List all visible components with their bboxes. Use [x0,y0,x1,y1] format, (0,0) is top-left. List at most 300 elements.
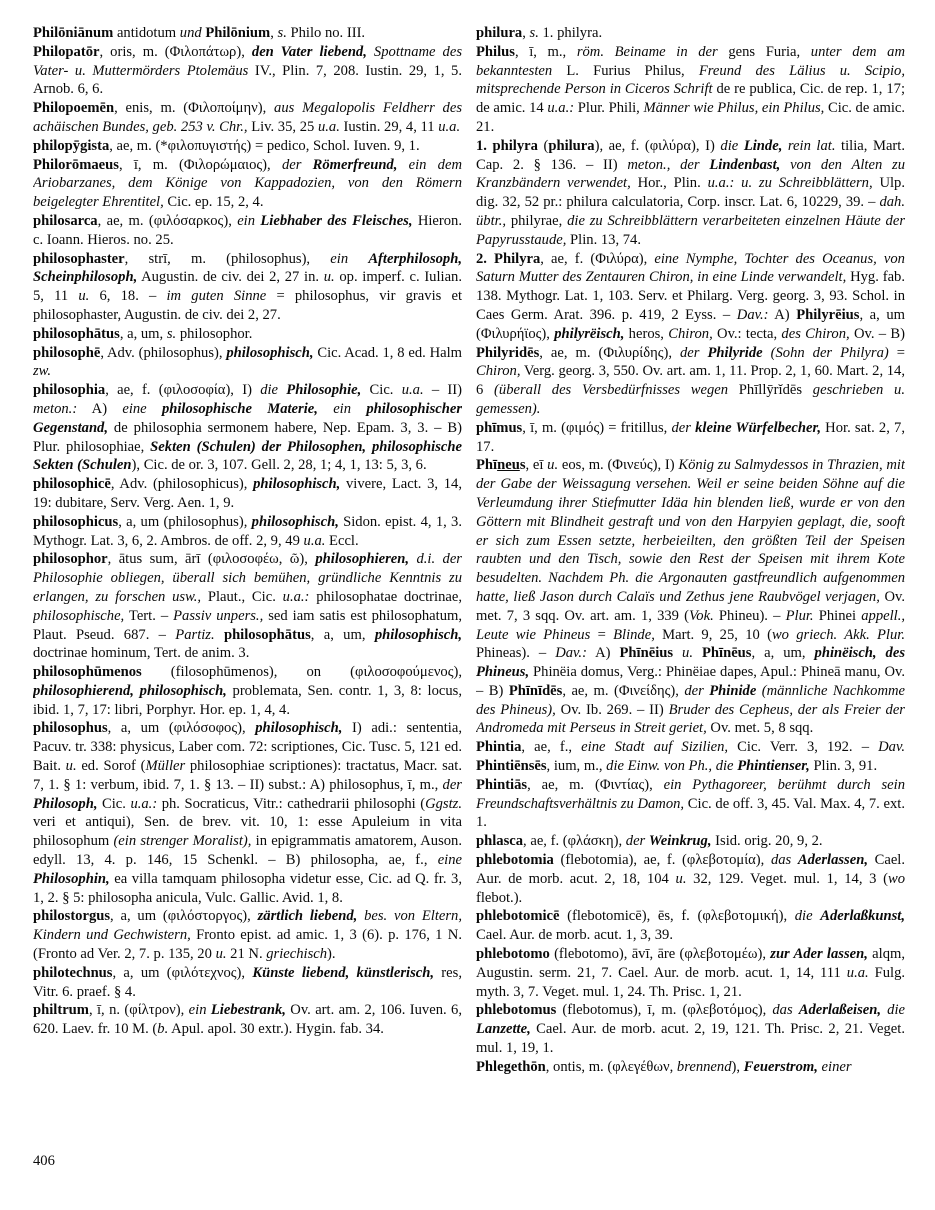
entry-segment: (überall des Versbedürfnisses wegen [494,382,729,399]
entry-segment: vivere, Lact. 3, 14, 19: dubitare, Serv. Verg. Aen. 1, 9. [33,476,462,511]
entry-headword: Philopatōr [33,43,100,60]
entry-segment: Isid. orig. 20, 9, 2. [711,833,823,850]
dictionary-entry [33,325,462,344]
entry-segment: Phineas). – [476,645,556,662]
entry-segment: philosophisch, [255,720,343,737]
entry-segment: philura [548,137,595,154]
entry-segment: ein [330,250,349,267]
entry-segment: , strī, m. (philosophus), [124,250,331,267]
entry-segment: Philosophie, [286,382,362,399]
entry-segment: res, Vitr. 6. praef. § 4. [33,964,462,1000]
entry-segment: , ī, n. (φίλτρον), [88,1002,189,1019]
entry-segment: flebot.). [476,889,523,906]
entry-segment: Ov.: tecta, [712,325,782,342]
entry-segment: Phineu). – [713,607,786,624]
entry-segment: Cael. Aur. de morb. acut. 2, 18, 104 [476,852,905,887]
entry-segment: Müller [145,758,186,775]
entry-segment: zärtlich liebend, [257,908,358,925]
entry-segment: ). [327,946,336,963]
dictionary-entry [476,851,905,907]
entry-headword: Phlegethōn [476,1058,546,1075]
entry-headword: Phī [476,457,498,474]
entry-segment: , enis, m. (Φιλοποίμην), [114,100,275,117]
entry-segment: s. [277,25,287,41]
entry-segment: Phinëia domus, Verg.: Phinëiae dapes, Apul.: Phineā manu, Ov. – B) [476,664,905,699]
entry-segment: Dav.: [555,645,587,662]
dictionary-entry [476,832,905,851]
entry-segment: s. [166,325,177,342]
entry-segment: Feuerstrom, [743,1058,818,1075]
entry-segment [700,157,710,173]
entry-segment: antidotum [113,25,180,41]
dictionary-entry [33,550,462,663]
entry-segment: Aderlaßkunst, [820,908,905,925]
entry-segment: Phīnīdēs [508,682,563,699]
entry-segment: das [770,852,792,869]
entry-segment: Iustin. 29, 4, 11 [339,118,439,135]
entry-segment: , a, um (φιλόσοφος), [107,720,256,737]
entry-segment: (männliche Nachkomme des Phineus), [476,682,905,718]
entry-segment: heros, [624,325,669,342]
page-number: 406 [33,1153,55,1169]
entry-segment: zw. [33,363,51,380]
entry-segment: de philosophia sermonem habere, Nep. Epam. 3, 3. – B) Plur. philosophiae, [33,419,462,455]
entry-segment: Liebestrank, [210,1002,286,1019]
entry-segment: ein [333,400,352,417]
entry-segment: Ov. Ib. 269. – II) [555,701,669,718]
entry-segment: philosophisch, [251,513,339,530]
entry-segment: Ov. met. 7, 3 sqq. Ov. art. am. 1, 339 ( [476,588,905,624]
entry-segment: das [772,1002,793,1019]
entry-segment: op. imperf. c. Iulian. 5, 11 [33,269,462,305]
entry-segment: I) adi.: sententia, Pacuv. tr. 338: physicus, Laber com. 72: scriptiones, Cic. Tusc. 5, 121 ed. Bait. [33,720,462,775]
entry-segment: , ī, m., [514,43,577,60]
entry-segment: Plaut., Cic. [201,588,283,605]
entry-segment: Augustin. de civ. dei 2, 27 in. [137,269,324,286]
entry-segment: Weinkrug, [648,833,712,850]
entry-segment: die [720,137,739,154]
entry-headword: philosophia [33,382,106,399]
entry-segment: Cic. ep. 15, 2, 4. [163,194,264,211]
entry-segment: , ī, m. (Φιλορώμαιος), [118,156,282,173]
entry-segment: = [590,626,614,643]
entry-segment: , a, um, [119,325,167,342]
dictionary-entry [33,964,462,1002]
entry-segment: u.a.: [282,588,310,605]
entry-segment: Philōnium [205,25,271,41]
entry-segment: u.a. [846,964,869,981]
entry-segment: s. [529,25,539,41]
entry-segment: (ein strenger Moralist), [113,833,252,850]
entry-segment: u. zu Schreibblättern, [741,175,873,192]
entry-headword: phlebotomicē [476,908,560,925]
entry-segment: Cael. Aur. de morb. acut. 1, 3, 39. [476,927,673,944]
entry-segment: unter dem am bekanntesten [476,43,905,79]
entry-segment: zur Ader lassen, [770,946,868,963]
entry-headword: Phintiās [476,776,528,793]
entry-segment: von den Alten zu Kranzbändern verwendet, [476,156,905,192]
dictionary-entry [33,513,462,551]
entry-segment: Tert. – [124,607,174,624]
entry-headword: philosophor [33,551,108,568]
entry-segment: (flebotomus), ī, m. (φλεβοτόμος), [556,1002,773,1019]
entry-headword: philosophicē [33,476,111,493]
entry-segment: , ontis, m. (φλεγέθων, [545,1058,677,1075]
entry-segment: eine [122,400,147,417]
dictionary-entry [476,907,905,945]
entry-segment: Vok. [689,607,714,624]
entry-segment: bes. von Eltern, Kindern und Gechwistern, [33,908,462,944]
entry-headword: Philus [476,43,515,60]
entry-segment: Philosophin, [33,870,110,887]
entry-segment [693,645,702,661]
entry-segment: , ae, m. (φιλόσαρκος), [97,212,238,229]
entry-segment: Dav. [878,739,905,756]
entry-headword: philtrum [33,1002,89,1019]
entry-segment: veri et antiqui), Sen. de brev. vit. 10, 1: esse Apuleium in vita philosophum [33,814,462,850]
entry-segment: Cic. [97,795,131,812]
entry-segment [763,345,771,361]
dictionary-entry [33,344,462,382]
entry-segment: , ae, f. (Φιλύρα), [540,250,655,267]
entry-headword: phlebotomia [476,852,554,869]
entry-segment: philosophieren, [315,551,410,568]
entry-segment: philosophor. [176,325,253,342]
entry-segment: Ggstz. [425,795,462,812]
dictionary-entry [476,776,905,832]
entry-headword: philotechnus [33,964,113,981]
entry-segment [397,157,408,173]
entry-segment: = [888,344,905,361]
entry-segment: d.i. der Philosophie obliegen, überall sich bemühen, gründliche Kenntnis zu erlangen, zu forschen usw., [33,551,462,605]
entry-segment: u.a.: [130,795,158,812]
entry-segment: s [519,457,526,474]
entry-segment: eos, m. (Φινεύς), I) [558,457,679,474]
entry-segment: 6, 18. – [89,288,167,305]
entry-segment: Partiz. [175,626,215,643]
entry-segment: kleine Würfelbecher, [695,419,822,436]
entry-segment: Plin. 3, 91. [809,758,878,775]
entry-segment: ), Cic. de or. 3, 107. Gell. 2, 28, 1; 4, 1, 13: 5, 3, 6. [131,457,427,474]
entry-segment: die zu Schreibblättern verarbeiteten einzelnen Häute der Papyrusstaude, [476,212,905,248]
entry-segment: phinëisch, des Phineus, [476,645,905,681]
entry-segment: Lanzette, [476,1021,531,1038]
entry-headword: phlasca [476,833,524,850]
entry-segment: Hor., Plin. [630,175,708,192]
entry-segment: Philyrēius [796,306,860,323]
entry-segment: Fronto epist. ad amic. 1, 3 (6). p. 176, 1 N. (Fronto ad Ver. 2, 7. p. 135, 20 [33,927,462,963]
dictionary-columns [33,24,905,1077]
entry-segment [670,157,680,173]
entry-segment: u. [215,946,227,963]
entry-segment: wo griech. Akk. Plur. [771,626,905,643]
entry-segment: A) [586,645,620,662]
entry-segment [673,645,682,661]
entry-headword: Philorōmaeus [33,156,119,173]
entry-segment: Cic. de off. 3, 45. Val. Max. 4, 7. ext. 1. [476,795,905,831]
entry-segment: Hor. sat. 2, 7, 17. [476,419,905,455]
entry-segment: sed iam satis est philosophatum, Plaut. Pseud. 687. – [33,607,462,643]
entry-segment: die [260,382,279,399]
entry-segment: Chiron, [476,363,521,380]
dictionary-entry [33,212,462,250]
entry-headword: philosophūmenos [33,664,142,681]
entry-segment: b. [157,1021,169,1038]
entry-segment [348,251,368,267]
entry-segment: rein lat. [787,137,836,154]
entry-segment: Blinde, [613,626,655,643]
entry-segment: dah. übtr., [476,194,905,229]
entry-segment [791,852,798,868]
entry-segment: Plur. [785,607,814,624]
dictionary-entry [33,137,462,156]
entry-segment: u. [682,645,693,662]
entry-segment: Cic. Acad. 1, 8 ed. Halm [313,344,462,361]
entry-segment: Phīnēus [702,645,752,662]
entry-segment: griechisch [266,946,328,963]
entry-segment: ( [537,137,549,154]
entry-segment: Liv. 35, 25 [247,118,318,135]
entry-segment: Plur. Phili, [574,100,644,117]
entry-segment: Künste liebend, künstlerisch, [252,964,434,981]
right-column [476,24,905,1077]
entry-segment: philosophātus [223,626,311,643]
entry-segment: A) [768,306,797,323]
entry-segment: meton., [627,156,671,173]
entry-segment: , ae, f. (φιλοσοφία), I) [105,382,261,399]
dictionary-entry [476,43,905,137]
entry-segment: u. [323,269,335,286]
entry-segment: der [684,682,704,699]
entry-headword: philosophicus [33,513,119,530]
entry-segment: Plin. 13, 74. [566,231,642,248]
entry-headword: philosarca [33,212,98,229]
entry-segment: Eccl. [325,532,359,549]
entry-segment [215,627,224,643]
entry-segment: IV., Plin. 7, 208. Iustin. 29, 1, 5. Arnob. 6, 6. [33,62,462,98]
entry-segment: philyrae, [506,212,568,229]
dictionary-entry [476,456,905,738]
entry-segment: , ae, m. (*φιλοπυγιστής) = pedico, Schol. Iuven. 9, 1. [109,137,420,154]
entry-segment: im guten Sinne [166,288,267,305]
entry-segment: wo [887,870,905,887]
entry-segment: u.a.: [707,175,735,192]
entry-segment: der [625,833,646,850]
entry-segment: Linde, [743,137,783,154]
entry-segment: Fulg. myth. 3, 7. Veget. mul. 1, 24. Th. Prisc. 1, 21. [476,964,905,1000]
entry-segment: Passiv unpers., [173,607,264,624]
entry-headword: 1. philyra [476,137,538,154]
entry-segment: , a, um, [310,626,375,643]
entry-segment: , ae, f., [521,739,582,756]
entry-segment: (flebotomia), ae, f. (φλεβοτομία), [553,852,771,869]
entry-segment: 32, 129. Veget. mul. 1, 14, 3 ( [686,870,888,887]
entry-segment: Sidon. epist. 4, 1, 3. Mythogr. Lat. 3, 6, 2. Ambros. de off. 2, 9, 49 [33,513,462,549]
dictionary-entry [476,738,905,776]
entry-segment: doctrinae hominum, Tert. de anim. 3. [33,645,250,662]
entry-segment: Freund des Lälius u. Scipio, mitsprechende Person in Ciceros Schrift [476,62,905,98]
entry-segment: u. [78,288,90,305]
entry-segment: u. [65,758,77,775]
entry-segment: die [887,1002,905,1019]
entry-segment: philyrëisch, [554,325,625,342]
entry-segment: (flebotomo), āvī, āre (φλεβοτομέω), [549,946,771,963]
entry-segment: des Chiron, [781,325,850,342]
entry-segment: Phīnēius [619,645,674,662]
dictionary-entry [476,250,905,419]
entry-segment: Afterphilosoph, Scheinphilosoph, [33,250,462,286]
entry-segment: , eī [525,457,548,474]
entry-segment: , a, um, [751,645,815,662]
entry-segment: A) [77,400,123,417]
entry-segment: Spottname des Vater- u. Muttermörders Ptolemäus [33,43,462,79]
entry-segment: Phinei [813,607,862,624]
entry-segment: u.a.: [547,100,575,117]
entry-segment: Mart. 9, 25, 10 ( [654,626,772,643]
entry-segment: ph. Socraticus, Vitr.: cathedrarii philosophi ( [157,795,426,812]
entry-segment [780,157,790,173]
entry-segment: , ātus sum, ārī (φιλοσοφέω, ῶ), [107,551,316,568]
entry-segment: ein [237,212,256,229]
dictionary-entry [33,1001,462,1039]
entry-segment: philosophisch, [374,626,462,643]
entry-segment: (flebotomicē), ēs, f. (φλεβοτομική), [559,908,795,925]
entry-segment: philosophische Materie, [161,400,318,417]
dictionary-entry [33,43,462,99]
entry-segment: , ae, m. (Φιντίας), [527,776,664,793]
entry-segment: = philosophus, vir gravis et philosophaster, Augustin. de civ. dei 2, 27. [33,288,462,323]
entry-segment: Philosoph, [33,795,98,812]
entry-segment: philosophatae doctrinae, [309,588,462,605]
dictionary-entry [476,419,905,457]
entry-segment: Bruder des Cepheus, der als Freier der Andromeda mit Perseus in Streit geriet, [476,701,905,737]
entry-segment: Sekten (Schulen) der Philosophen, philosophische Sekten (Schulen [33,438,462,474]
dictionary-entry [33,907,462,963]
entry-segment: , ae, f. (φλάσκη), [523,833,626,850]
entry-segment: brennend [676,1058,732,1075]
entry-segment: – II) [423,382,462,399]
entry-segment: , ium, m., [546,758,607,775]
entry-segment: philosophische, [33,607,125,624]
entry-segment: eine [437,852,462,869]
entry-headword: phlebotomo [476,946,550,963]
left-column [33,24,462,1077]
entry-segment: ), [731,1058,744,1075]
entry-headword: phīmus [476,419,523,436]
entry-headword: philosophaster [33,250,125,267]
entry-segment: gens Furia, [717,43,811,60]
entry-segment: geschrieben u. gemessen). [476,382,905,417]
entry-segment: Männer wie Philus, ein Philus, [643,100,825,117]
entry-segment: Cael. Aur. de morb. acut. 2, 19, 121. Th. Prisc. 2, 21. Veget. mul. 1, 19, 1. [476,1021,905,1057]
entry-headword: philosophus [33,720,108,737]
entry-segment: ein Pythagoreer, berühmt durch sein Freundschaftsverhältnis zu Damon, [476,776,905,812]
entry-segment: Cic. Verr. 3, 192. – [728,739,879,756]
entry-segment: philosophisch, [253,476,341,493]
entry-segment: , ī, m. (φιμός) = fritillus, [522,419,672,436]
dictionary-entry [476,137,905,250]
entry-segment: 1. philyra. [538,25,603,41]
dictionary-entry [33,99,462,137]
entry-segment: in epigrammatis amatorem, Auson. edyll. 13, 4. p. 146, 15 Schenkl. – B) philosopha, ae, f., [33,833,462,869]
entry-headword: Philopoemēn [33,100,115,117]
entry-segment: Phīllȳrĭdēs [728,382,813,399]
entry-segment: u. [547,457,559,474]
entry-segment: Chiron, [668,325,713,342]
entry-segment: Phinide [709,682,757,699]
entry-segment: eine Stadt auf Sizilien, [581,739,729,756]
entry-headword: 2. Philyra [476,250,541,267]
entry-segment: de re publica, Cic. de rep. 1, 17; de amic. 14 [476,81,905,117]
entry-headword: philostorgus [33,908,111,925]
entry-segment: die Einw. von Ph., die [606,758,734,775]
entry-segment: alqm, Augustin. serm. 21, 7. Cael. Aur. de morb. acut. 1, 14, 111 [476,946,905,981]
entry-segment: Ulp. dig. 32, 52 pr.: philura calculatoria, Corp. inscr. Lat. 6, 10229, 39. – [476,175,905,211]
entry-segment: neu [497,457,520,474]
entry-segment: Apul. apol. 30 extr.). Hygin. fab. 34. [168,1021,384,1038]
entry-segment: ), ae, f. (φιλύρα), I) [594,137,721,154]
entry-headword: Philōniānum [33,25,114,41]
entry-segment: ea villa tamquam philosopha videtur esse, Cic. ad Q. fr. 3, 1, 2. § 5: philosopha anicula, Vulc. Gallic. Avid. 1, 8. [33,870,462,906]
entry-segment: problemata, Sen. contr. 1, 3, 8: locus, ibid. 1, 7, 17: libri, Porphyr. Hor. ep. 1, 4, 4. [33,682,462,718]
entry-segment: , [270,25,278,41]
entry-segment: u.a. [317,118,340,135]
entry-segment: u. [675,870,687,887]
entry-segment: Phintienser, [737,758,810,775]
dictionary-entry [33,475,462,513]
entry-segment: der [442,776,462,793]
dictionary-entry [476,1001,905,1057]
entry-segment: , ae, m. (Φινείδης), [562,682,685,699]
entry-segment: 21 N. [226,946,267,963]
entry-segment [318,401,333,417]
entry-segment: , a, um (Φιλυρήϊος), [476,306,905,342]
entry-segment [367,44,374,60]
entry-segment: Phintiēnsēs [476,758,547,775]
entry-segment: und [179,25,202,41]
dictionary-entry [33,24,462,43]
entry-segment: u.a. [401,382,424,399]
entry-segment: , Adv. (philosophicus), [110,476,254,493]
dictionary-entry [476,1058,905,1077]
entry-segment: u.a. [303,532,326,549]
entry-segment: philosophiae scriptiones): tractatus, Macr. sat. 7, 1. § 1: verbum, ibid. 7, 1. § 13. – II) subst.: A) philosophus, ī, m., [33,758,462,793]
entry-headword: Phintia [476,739,522,756]
entry-segment: König zu Salmydessos in Thrazien, mit der Gabe der Weissagung versehen. Weil er seine beiden Söhne auf die Verleumdung ihrer Stiefmutter Idäa hin blenden ließ, wurde er von den Göttern mit Blindheit gestraft und von den Harpyien geplagt, die, sooft er sich zum Essen setzte, herbeieilten, den größten Teil der Speisen raubten und den Tisch, sowie den Rest der Speisen mit ihrem Kote besudelten. Nachdem Ph. die Argonauten gastfreundlich aufgenommen hatte, ließ Jason durch Calaïs und Zethus jene Raubvögel verjagen, [476,457,905,605]
entry-segment: Ov. art. am. 2, 106. Iuven. 6, 620. Laev. fr. 10 M. ( [33,1002,462,1038]
entry-headword: philosophātus [33,325,120,342]
entry-segment: , Adv. (philosophus), [100,344,227,361]
entry-segment: Cic. [361,382,402,399]
entry-segment: Philyridēs [476,344,540,361]
entry-segment: meton.: [33,400,78,417]
entry-segment [147,401,162,417]
entry-segment: L. Furius Philus, [552,62,699,79]
entry-segment: den Vater liebend, [251,43,367,60]
dictionary-entry [33,156,462,212]
entry-segment: , a, um (φιλότεχνος), [112,964,253,981]
entry-segment: (filosophūmenos), on (φιλοσοφούμενος), [141,664,462,681]
dictionary-entry [33,719,462,907]
dictionary-entry [33,381,462,475]
entry-headword: philosophē [33,344,101,361]
dictionary-entry [476,945,905,1001]
entry-headword: phlebotomus [476,1002,557,1019]
entry-segment: , ae, m. (Φιλυρίδης), [539,344,680,361]
entry-segment: Cic. de amic. 21. [476,100,905,135]
entry-segment: eine Nymphe, Tochter des Oceanus, von Saturn Mutter des Zentauren Chiron, in eine Linde verwandelt, [476,250,905,286]
entry-segment: (Sohn der Philyra) [770,344,889,361]
